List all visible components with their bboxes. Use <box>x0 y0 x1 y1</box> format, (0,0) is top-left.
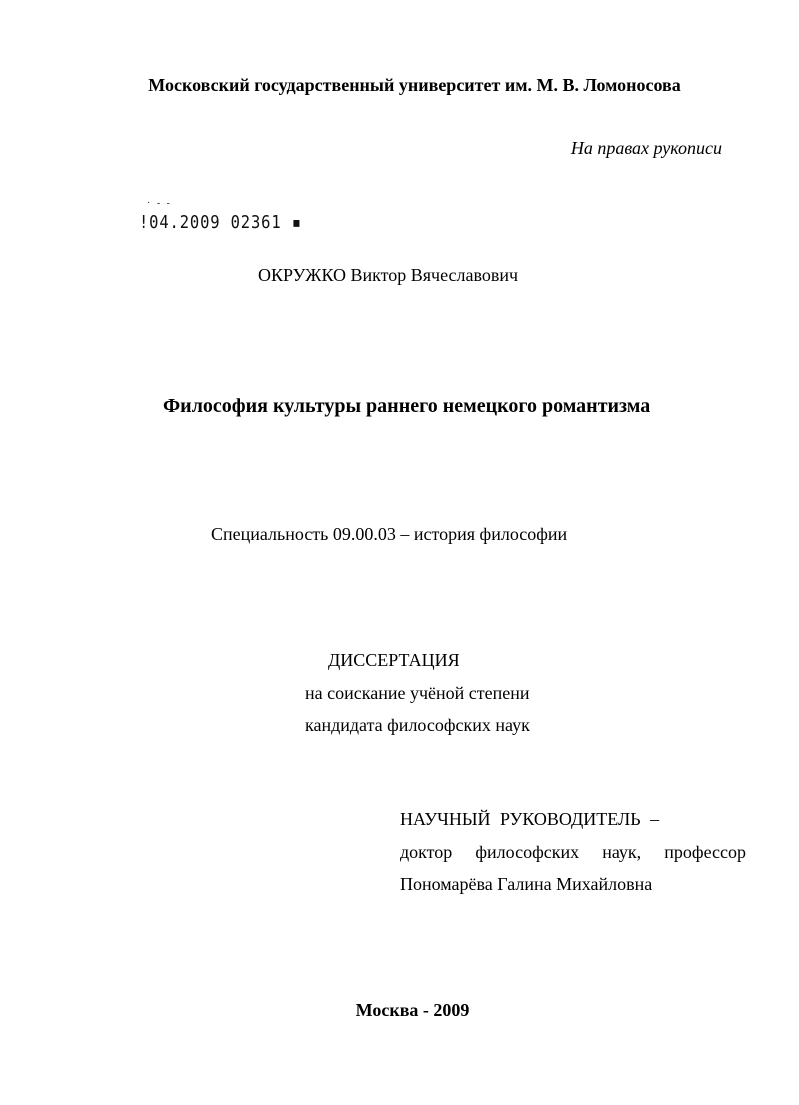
supervisor-heading: НАУЧНЫЙ РУКОВОДИТЕЛЬ – <box>400 809 660 829</box>
manuscript-rights-note: На правах рукописи <box>570 138 722 158</box>
supervisor-name: Пономарёва Галина Михайловна <box>400 874 653 894</box>
city-year: Москва - 2009 <box>355 1000 470 1020</box>
work-type: ДИССЕРТАЦИЯ <box>328 650 460 670</box>
university-name: Московский государственный университет им. М. В. Ломоносова <box>148 75 681 95</box>
author-name: ОКРУЖКО Виктор Вячеславович <box>258 265 519 285</box>
degree-line-2: кандидата философских наук <box>305 715 530 735</box>
specialty-line: Специальность 09.00.03 – история философии <box>211 524 568 544</box>
registration-stamp-number: !04.2009 02361 ▪ <box>139 212 302 233</box>
supervisor-title: доктор философских наук, профессор <box>400 842 746 862</box>
stamp-marks: · - - <box>147 198 172 209</box>
degree-line-1: на соискание учёной степени <box>305 683 530 703</box>
dissertation-title: Философия культуры раннего немецкого романтизма <box>163 395 651 417</box>
